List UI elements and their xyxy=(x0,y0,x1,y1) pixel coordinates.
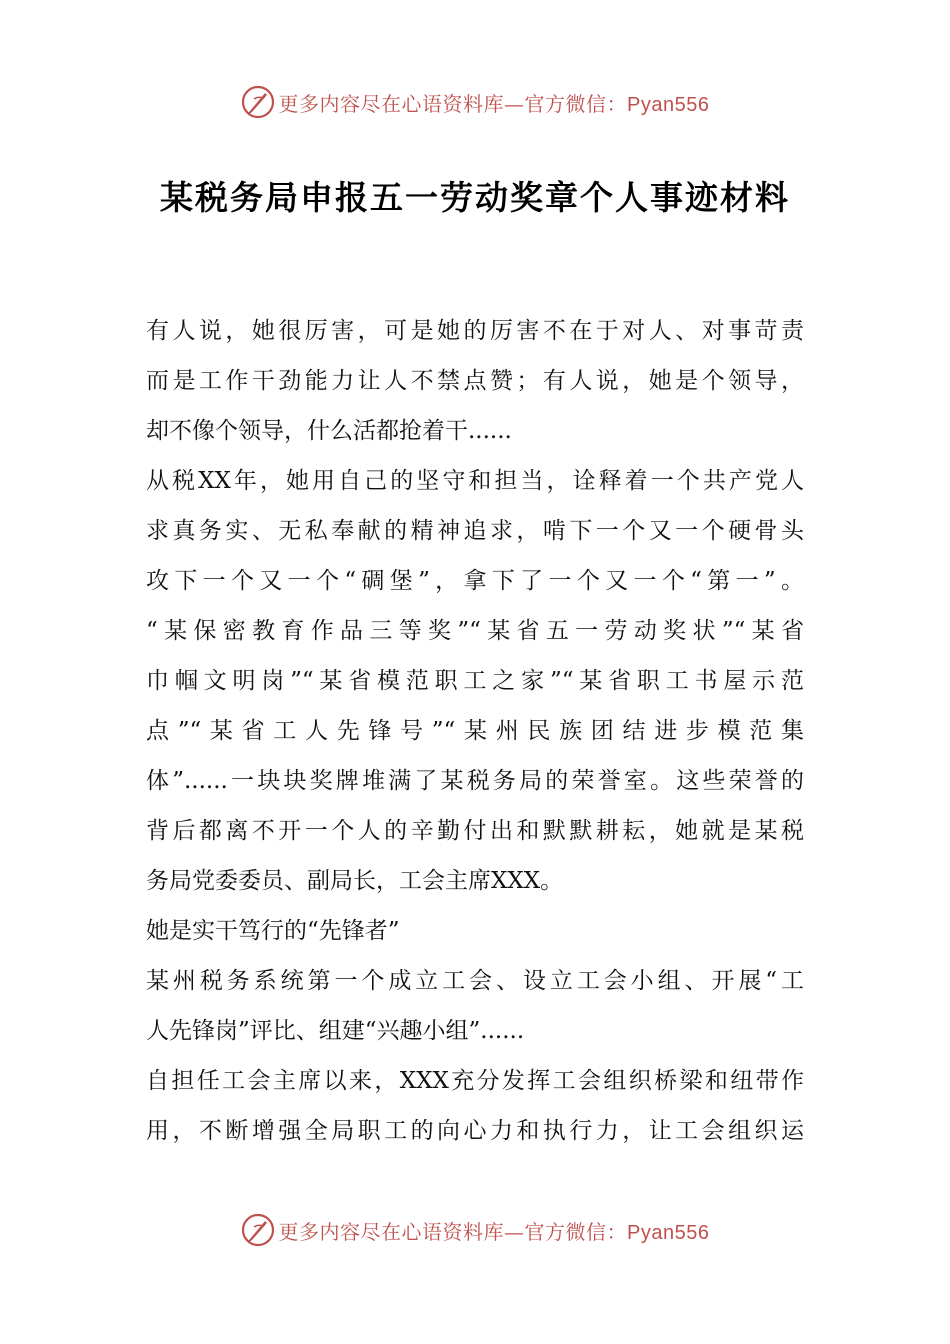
body-line: 自担任工会主席以来，XXX充分发挥工会组织桥梁和纽带作 xyxy=(146,1068,804,1094)
body-line: 点”“某省工人先锋号”“某州民族团结进步模范集 xyxy=(146,718,804,744)
body-line: 攻下一个又一个“碉堡”，拿下了一个又一个“第一”。 xyxy=(146,568,804,594)
quill-pen-logo-icon xyxy=(241,1213,275,1247)
body-line: 人先锋岗”评比、组建“兴趣小组”...... xyxy=(146,1018,525,1044)
quill-pen-logo-icon xyxy=(241,85,275,119)
body-line: 背后都离不开一个人的辛勤付出和默默耕耘，她就是某税 xyxy=(146,818,804,844)
section-heading: 她是实干笃行的“先锋者” xyxy=(146,918,400,944)
body-line: 巾帼文明岗”“某省模范职工之家”“某省职工书屋示范 xyxy=(146,668,804,694)
document-body xyxy=(146,306,804,1156)
page-title: 某税务局申报五一劳动奖章个人事迹材料 xyxy=(160,178,790,217)
body-line: 从税XX年，她用自己的坚守和担当，诠释着一个共产党人 xyxy=(146,468,804,494)
watermark-label: 更多内容尽在心语资料库—官方微信： xyxy=(278,91,628,116)
body-line: 务局党委委员、副局长，工会主席XXX。 xyxy=(146,868,564,894)
header-watermark-banner xyxy=(0,82,950,122)
body-line: 求真务实、无私奉献的精神追求，啃下一个又一个硬骨头 xyxy=(146,518,804,544)
body-line: 却不像个领导，什么活都抢着干...... xyxy=(146,418,512,444)
watermark-text xyxy=(279,1216,710,1245)
footer-watermark-banner xyxy=(0,1210,950,1250)
body-line: 用，不断增强全局职工的向心力和执行力，让工会组织运 xyxy=(146,1118,804,1144)
wechat-id: Pyan556 xyxy=(627,93,710,116)
body-line: “某保密教育作品三等奖”“某省五一劳动奖状”“某省 xyxy=(146,618,804,644)
watermark-text xyxy=(279,88,710,117)
body-line: 有人说，她很厉害，可是她的厉害不在于对人、对事苛责 xyxy=(146,318,804,344)
wechat-id: Pyan556 xyxy=(627,1221,710,1244)
body-line: 某州税务系统第一个成立工会、设立工会小组、开展“工 xyxy=(146,968,804,994)
watermark-label: 更多内容尽在心语资料库—官方微信： xyxy=(278,1219,628,1244)
body-line: 体”......一块块奖牌堆满了某税务局的荣誉室。这些荣誉的 xyxy=(146,768,804,794)
body-line: 而是工作干劲能力让人不禁点赞；有人说，她是个领导， xyxy=(146,368,804,394)
